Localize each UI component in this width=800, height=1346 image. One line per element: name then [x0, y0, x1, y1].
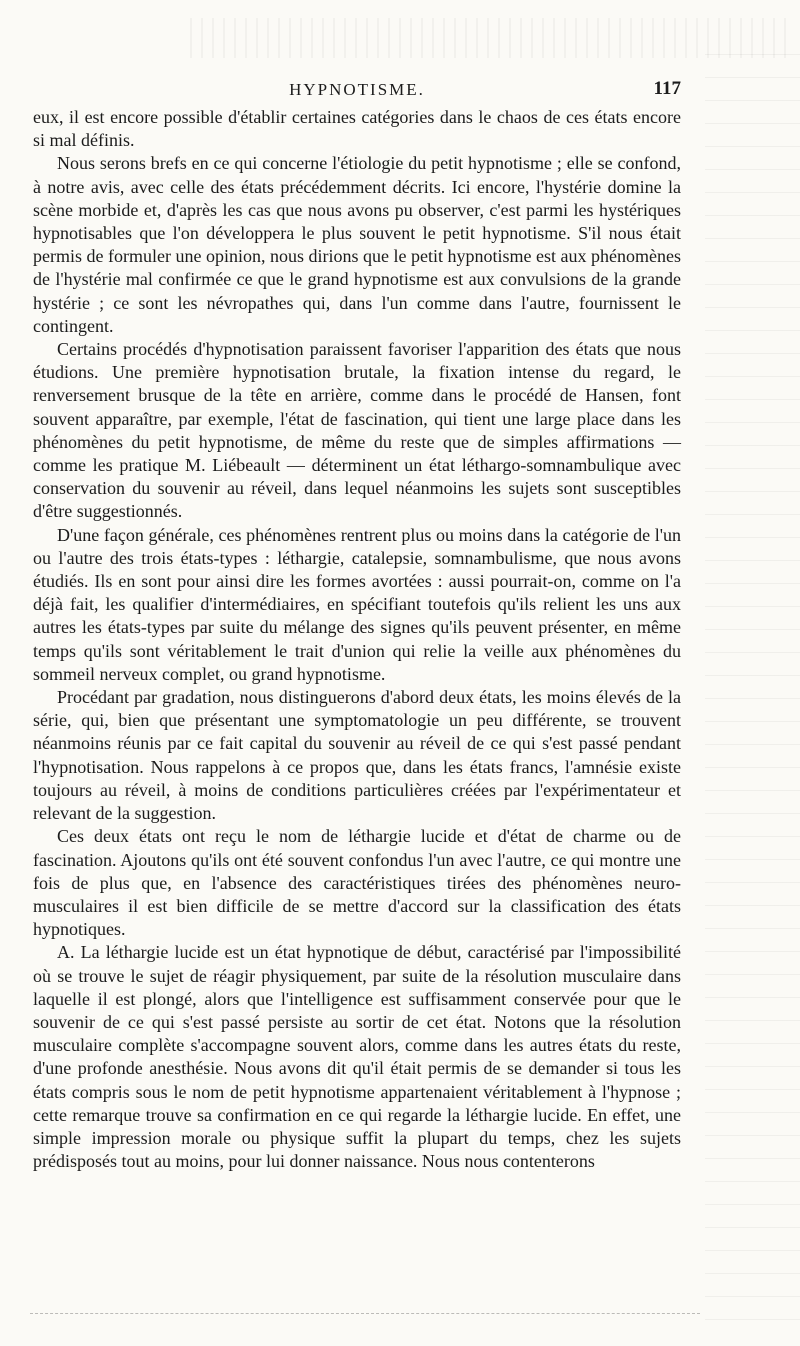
scan-edge-right — [705, 40, 800, 1320]
running-title: HYPNOTISME. — [289, 80, 425, 99]
paragraph: Ces deux états ont reçu le nom de léthargie lucide et d'état de charme ou de fascination. Ajoutons qu'ils ont été souvent confondus l'un avec l'autre, ce qui montre une fois de plus que, en l'absence des caractéristiques tirées des phénomènes neuro-musculaires il est bien difficile de se mettre d'accord sur la classification des états hypnotiques. — [33, 826, 681, 940]
paragraph: D'une façon générale, ces phénomènes rentrent plus ou moins dans la catégorie de l'un ou l'autre des trois états-types : léthargie, catalepsie, somnambulisme, que nous avons étudiés. Ils en sont pour ainsi dire les formes avortées : aussi pourrait-on, comme on l'a déjà fait, les qualifier d'intermédiaires, en spécifiant toutefois qu'ils relient les uns aux autres les états-types par suite du mélange des signes qu'ils peuvent présenter, en même temps qu'ils sont véritablement le trait d'union qui relie la veille aux phénomènes du sommeil nerveux complet, ou grand hypnotisme. — [33, 524, 681, 684]
paragraph: Procédant par gradation, nous distinguerons d'abord deux états, les moins élevés de la série, qui, bien que présentant une symptomatologie un peu différente, se trouvent néanmoins réunis par ce fait capital du souvenir au réveil de ce qui s'est passé pendant l'hypnotisation. Nous rappelons à ce propos que, dans les états francs, l'amnésie existe toujours au réveil, à moins de conditions particulières créées par l'expérimentateur et relevant de la suggestion. — [33, 687, 681, 824]
scan-noise-top — [190, 18, 790, 58]
page-number: 117 — [653, 78, 681, 99]
paragraph: A. La léthargie lucide est un état hypnotique de début, caractérisé par l'impossibilité où se trouve le sujet de réagir physiquement, par suite de la résolution musculaire dans laquelle il est plongé, alors que l'intelligence est suffisamment conservée pour que le souvenir de ce qui s'est passé persiste au sortir de cet état. Notons que la résolution musculaire complète s'accompagne souvent alors, comme dans les autres états du reste, d'une profonde anesthésie. Nous avons dit qu'il était permis de se demander si tous les états compris sous le nom de petit hypnotisme appartenaient véritablement à l'hypnose ; cette remarque trouve sa confirmation en ce qui regarde la léthargie lucide. En effet, une simple impression morale ou physique suffit la plupart du temps, chez les sujets prédisposés tout au moins, pour lui donner naissance. Nous nous contenterons — [33, 942, 681, 1172]
paragraph: eux, il est encore possible d'établir certaines catégories dans le chaos de ces états encore si mal définis. — [33, 107, 681, 151]
scan-bottom-line — [30, 1313, 700, 1314]
running-head — [33, 74, 681, 104]
paragraph: Nous serons brefs en ce qui concerne l'étiologie du petit hypnotisme ; elle se confond, à notre avis, avec celle des états précédemment décrits. Ici encore, l'hystérie domine la scène morbide et, d'après les cas que nous avons pu observer, c'est parmi les hystériques hypnotisables que l'on développera le plus souvent le petit hypnotisme. S'il nous était permis de formuler une opinion, nous dirions que le petit hypnotisme est aux phénomènes de l'hystérie mal confirmée ce que le grand hypnotisme est aux convulsions de la grande hystérie ; ce sont les névropathes qui, dans l'un comme dans l'autre, fournissent le contingent. — [33, 153, 681, 336]
paragraph: Certains procédés d'hypnotisation paraissent favoriser l'apparition des états que nous étudions. Une première hypnotisation brutale, la fixation intense du regard, le renversement brusque de la tête en arrière, comme dans le procédé de Hansen, font souvent apparaître, par exemple, l'état de fascination, qui tient une large place dans les phénomènes du petit hypnotisme, de même du reste que de simples affirmations — comme les pratique M. Liébeault — déterminent un état léthargo-somnambulique avec conservation du souvenir au réveil, dans lequel néanmoins les sujets sont susceptibles d'être suggestionnés. — [33, 339, 681, 522]
body-text — [33, 106, 681, 1173]
